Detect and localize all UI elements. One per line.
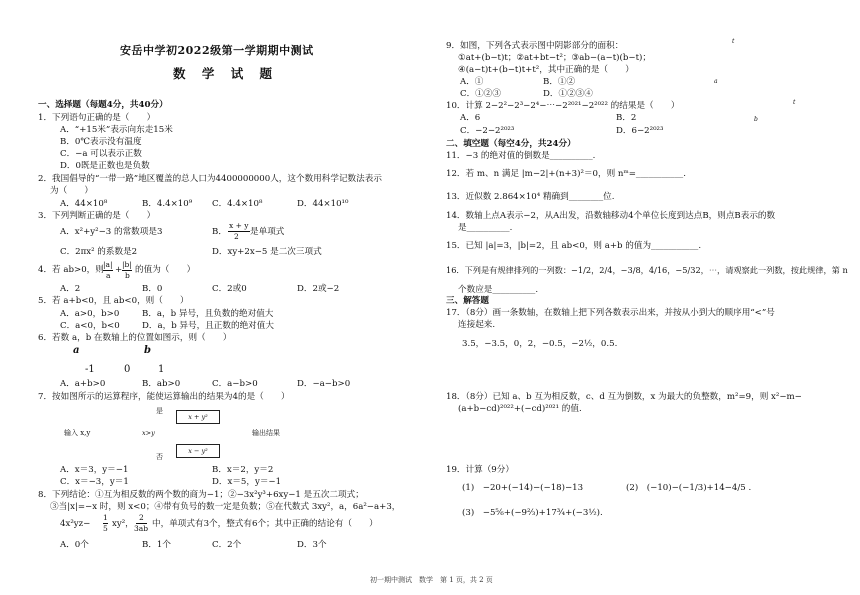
- q4-option-c: C．2或0: [212, 284, 247, 294]
- flowchart-condition: x>y: [142, 429, 155, 437]
- question-2-line1: 2．我国倡导的“一带一路”地区覆盖的总人口为4400000000人，这个数用科学记数法表示: [38, 174, 382, 184]
- section-fill-heading: 二、填空题（每空4分，共24分）: [446, 139, 576, 149]
- question-12: 12．若 m、n 满足 |m−2|+(n+3)²＝0，则 nᵐ=___________.: [446, 169, 686, 179]
- question-9-line3: ④(a−t)t+(b−t)t+t²，其中正确的是（ ）: [458, 65, 634, 75]
- question-14-line2: 是__________.: [458, 223, 513, 233]
- q6-option-d: D．−a−b>0: [297, 379, 351, 389]
- page-footer: 初一期中测试 数学 第 1 页，共 2 页: [370, 576, 493, 584]
- q6-option-a: A．a+b>0: [60, 379, 106, 389]
- flowchart-yes-label: 是: [156, 407, 163, 415]
- q2-option-b: B．4.4×10⁹: [142, 199, 193, 209]
- question-2-line2: 为（ ）: [50, 186, 93, 196]
- q3-option-b-denominator: 2: [234, 232, 239, 241]
- q7-option-c: C．x＝−3，y＝1: [60, 477, 129, 487]
- question-17-line1: 17．（8分）画一条数轴，在数轴上把下列各数表示出来，并按从小到大的顺序用“<”号: [446, 308, 775, 318]
- question-8-line3-suffix: 中，单项式有3个，整式有6个；其中正确的结论有（ ）: [152, 519, 378, 529]
- question-1: 1．下列语句正确的是（ ）: [38, 113, 156, 123]
- q3-option-b-prefix: B．: [212, 227, 227, 237]
- q4-plus: +: [115, 265, 123, 275]
- q5-option-d: D．a，b 异号，且正数的绝对值大: [142, 321, 274, 331]
- q1-option-a: A．“+15米”表示向东走15米: [60, 125, 173, 135]
- q3-option-b-suffix: 是单项式: [250, 227, 285, 237]
- question-4-suffix: 的值为（ ）: [135, 265, 196, 275]
- question-7: 7．按如图所示的运算程序，能使运算输出的结果为4的是（ ）: [38, 392, 290, 402]
- q7-option-a: A．x＝3，y＝−1: [60, 465, 129, 475]
- question-19-part1: (1) −20+(−14)−(−18)−13: [462, 483, 584, 493]
- question-19-part3: (3) −5⁵⁄₆+(−9²⁄₃)+17³⁄₄+(−3½).: [462, 508, 603, 518]
- q8-option-d: D．3个: [297, 540, 327, 550]
- question-18-line2: (a+b−cd)²⁰²²+(−cd)²⁰²¹ 的值.: [458, 404, 582, 414]
- q6-option-c: C．a−b>0: [212, 379, 258, 389]
- q3-option-b-numerator: x + y: [229, 221, 249, 230]
- flowchart-yes-box: x + y²: [176, 410, 220, 424]
- q9-option-a: A．①: [460, 77, 484, 87]
- question-11: 11．−3 的绝对值的倒数是__________.: [446, 151, 596, 161]
- number-line-tick-0: 0: [124, 364, 131, 375]
- number-line-tick-minus1: -1: [85, 364, 95, 375]
- flowchart-no-box: x − y²: [176, 444, 220, 458]
- q4-fraction2-numerator: |b|: [122, 260, 132, 269]
- q9-option-d: D．①②③④: [543, 89, 593, 99]
- figure-label-t-top: t: [732, 38, 735, 45]
- q8-fraction1-denominator: 5: [103, 524, 108, 533]
- question-14-line1: 14．数轴上点A表示−2，从A出发，沿数轴移动4个单位长度到达点B，则点B表示的数: [446, 211, 776, 221]
- q10-option-d: D．6−2²⁰²³: [616, 126, 664, 136]
- q10-option-a: A．6: [460, 113, 481, 123]
- q10-option-b: B．2: [616, 113, 637, 123]
- q4-option-a: A．2: [60, 284, 81, 294]
- number-line-tick-1: 1: [158, 364, 165, 375]
- question-8-line1: 8．下列结论：①互为相反数的两个数的商为−1；②−3x²y³+6xy−1 是五次二项式；: [38, 490, 364, 500]
- question-15: 15．已知 |a|=3，|b|=2，且 ab<0，则 a+b 的值为___________.: [446, 241, 702, 251]
- q10-option-c: C．−2−2²⁰²³: [460, 126, 515, 136]
- section-choice-heading: 一、选择题（每题4分，共40分）: [38, 100, 168, 110]
- question-8-line3-prefix: 4x²yz−: [60, 519, 91, 529]
- q8-fraction2-numerator: 2: [136, 514, 147, 524]
- q8-option-c: C．2个: [212, 540, 242, 550]
- q9-option-b: B．①②: [543, 77, 576, 87]
- q9-option-c: C．①②③: [460, 89, 501, 99]
- figure-label-t-right: t: [793, 99, 796, 106]
- q8-option-a: A．0个: [60, 540, 89, 550]
- q7-option-b: B．x＝2，y＝2: [212, 465, 274, 475]
- q4-fraction1-denominator: a: [106, 271, 111, 280]
- q3-option-a: A．x²+y²−3 的常数项是3: [60, 227, 163, 237]
- q1-option-b: B．0℃表示没有温度: [60, 137, 142, 147]
- question-19: 19．计算（9分）: [446, 465, 514, 475]
- question-9-line2: ①at+(b−t)t；②at+bt−t²；③ab−(a−t)(b−t)；: [458, 53, 651, 63]
- q8-option-b: B．1个: [142, 540, 171, 550]
- question-8-line3-mid: xy²，: [112, 519, 134, 529]
- q8-fraction1-numerator: 1: [103, 513, 108, 522]
- q1-option-c: C．−a 可以表示正数: [60, 149, 142, 159]
- question-18-line1: 18．（8分）已知 a、b 互为相反数，c、d 互为倒数，x 为最大的负整数，m²=9，则 x²−m−: [446, 392, 802, 402]
- q6-option-b: B．ab>0: [142, 379, 181, 389]
- question-16-line2: 个数应是__________.: [458, 285, 539, 295]
- q8-fraction2-denominator: 3ab: [134, 524, 149, 533]
- figure-label-a: a: [714, 78, 718, 85]
- q4-fraction1-numerator: |a|: [103, 260, 113, 269]
- q2-option-a: A．44×10⁸: [60, 199, 108, 209]
- number-line-label-b: b: [144, 345, 151, 356]
- q7-option-d: D．x＝5，y＝−1: [212, 477, 282, 487]
- question-19-part2: (2) (−10)−(−1/3)+14−4/5 .: [626, 483, 752, 493]
- question-4-prefix: 4．若 ab>0，则: [38, 265, 104, 275]
- q2-option-c: C．4.4×10⁸: [212, 199, 263, 209]
- q4-option-b: B．0: [142, 284, 163, 294]
- q5-option-a: A．a>0，b>0: [60, 309, 120, 319]
- q3-option-d: D．xy+2x−5 是二次三项式: [212, 247, 322, 257]
- question-13: 13．近似数 2.864×10⁴ 精确到________位.: [446, 192, 615, 202]
- q5-option-b: B．a，b 异号，且负数的绝对值大: [142, 309, 274, 319]
- section-answer-heading: 三、解答题: [446, 296, 489, 306]
- flowchart-no-label: 否: [156, 453, 163, 461]
- subject-title: 数 学 试 题: [173, 66, 279, 81]
- question-10: 10．计算 2−2²−2³−2⁴−⋯−2²⁰²¹−2²⁰²² 的结果是（ ）: [446, 101, 680, 111]
- number-line-label-a: a: [73, 345, 80, 356]
- figure-label-b: b: [754, 116, 758, 123]
- question-3: 3．下列判断正确的是（ ）: [38, 211, 156, 221]
- question-16-line1: 16．下列是有规律排列的一列数：−1/2，2/4，−3/8，4/16，−5/32，⋯，请观察此一列数，按此规律，第 n: [446, 265, 848, 275]
- q4-option-d: D．2或−2: [297, 284, 340, 294]
- school-title: 安岳中学初2022级第一学期期中测试: [120, 44, 314, 57]
- question-17-line2: 连接起来.: [458, 320, 496, 330]
- q4-fraction2-denominator: b: [125, 271, 130, 280]
- question-6: 6．若数 a，b 在数轴上的位置如图示，则（ ）: [38, 333, 232, 343]
- flowchart-input: 输入 x,y: [64, 429, 91, 437]
- question-17-numbers: 3.5，−3.5，0，2，−0.5，−2½，0.5.: [462, 339, 618, 349]
- q2-option-d: D．44×10¹⁰: [297, 199, 349, 209]
- q5-option-c: C．a<0，b<0: [60, 321, 120, 331]
- q1-option-d: D．0既是正数也是负数: [60, 161, 150, 171]
- q3-option-c: C．2πx² 的系数是2: [60, 247, 138, 257]
- flowchart-output: 输出结果: [252, 429, 280, 437]
- question-5: 5．若 a+b<0，且 ab<0，则（ ）: [38, 296, 189, 306]
- question-9-line1: 9．如图，下列各式表示图中阴影部分的面积：: [446, 41, 624, 51]
- question-8-line2: ③当|x|=−x 时，则 x<0；④带有负号的数一定是负数；⑤在代数式 3xy²，a，6a²−a+3，: [50, 502, 401, 512]
